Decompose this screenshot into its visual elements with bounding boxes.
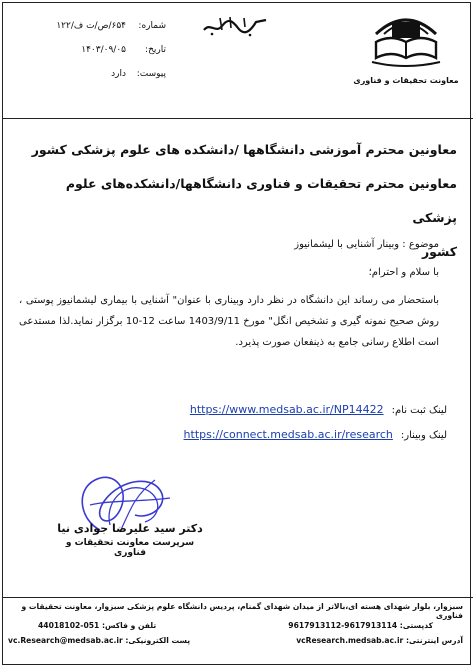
signatory	[50, 522, 210, 558]
phone-label: تلفن و فاکس:	[101, 621, 157, 630]
date-label: تاریخ:	[145, 45, 166, 55]
phone-number: 051-44018102	[38, 621, 100, 630]
email: vc.Research@medsab.ac.ir	[8, 636, 123, 645]
footer-web-row	[8, 633, 463, 648]
webinar-link-row	[184, 428, 447, 441]
letter-footer	[8, 603, 463, 648]
addressee-line: معاونین محترم آموزشی دانشگاهها /دانشکده های علوم پزشکی کشور	[31, 142, 457, 157]
number-label: شماره:	[138, 21, 166, 31]
letter-body: باستحضار می رساند این دانشگاه در نظر دارد وبیناری با عنوان" آشنایی با بیماری لیشمانیوز پوستی ، روش صحیح نمونه گیری و تشخیص انگل" مورخ 1403/9/11 ساعت 12-10 برگزار نماید.لذا مستدعی است اطلاع رسانی جامع به ذینفعان صورت پذیرد.	[19, 295, 439, 348]
webinar-link-label: لینک وبینار:	[400, 430, 447, 441]
signatory-role: سرپرست معاونت تحقیقات و فناوری	[65, 538, 195, 558]
attachment-value: دارد	[111, 69, 126, 79]
addressee-line: کشور	[421, 244, 457, 259]
signatory-name: دکتر سید علیرضا جوادی نیا	[57, 522, 203, 535]
registration-link-label: لینک ثبت نام:	[391, 405, 447, 416]
header-divider	[2, 118, 473, 119]
webinar-link[interactable]: https://connect.medsab.ac.ir/research	[183, 428, 393, 441]
registration-link-row	[190, 403, 447, 416]
registration-link[interactable]: https://www.medsab.ac.ir/NP14422	[189, 403, 384, 416]
number-row	[36, 14, 166, 38]
bismillah-calligraphy	[200, 12, 270, 38]
postal-code: 9617913114-9617913112	[288, 621, 398, 630]
footer-address: سبزوار، بلوار شهدای هسته ای،بالاتر از میدان شهدای گمنام، پردیس دانشگاه علوم پزشکی سبزوار، معاونت تحقیقات و فناوری	[21, 601, 463, 620]
date-value: ۱۴۰۳/۰۹/۰۵	[81, 45, 126, 55]
footer-address-row	[8, 603, 463, 618]
number-value: ۶۵۴/ص/ت ف/۱۲۲	[56, 21, 126, 31]
postal-code-label: کدپستی:	[399, 621, 433, 630]
website-label: آدرس اینترنتی:	[405, 636, 463, 645]
logo-emblem-icon	[366, 8, 446, 70]
logo-caption: معاونت تحقیقات و فناوری	[353, 76, 459, 85]
footer-divider	[2, 597, 473, 598]
addressee-line: معاونین محترم تحقیقات و فناوری دانشگاهها/دانشکده‌های علوم پزشکی	[65, 176, 457, 225]
greeting: با سلام و احترام؛	[368, 267, 439, 278]
footer-contact-row	[8, 618, 463, 633]
subject-line: موضوع : وبینار آشنایی با لیشمانیوز	[294, 239, 439, 250]
date-row	[36, 38, 166, 62]
email-label: پست الکترونیکی:	[125, 636, 191, 645]
attachment-row	[36, 62, 166, 86]
letter-meta	[36, 14, 166, 86]
university-logo	[351, 8, 461, 85]
website: vcResearch.medsab.ac.ir	[296, 636, 404, 645]
attachment-label: پیوست:	[136, 69, 166, 79]
